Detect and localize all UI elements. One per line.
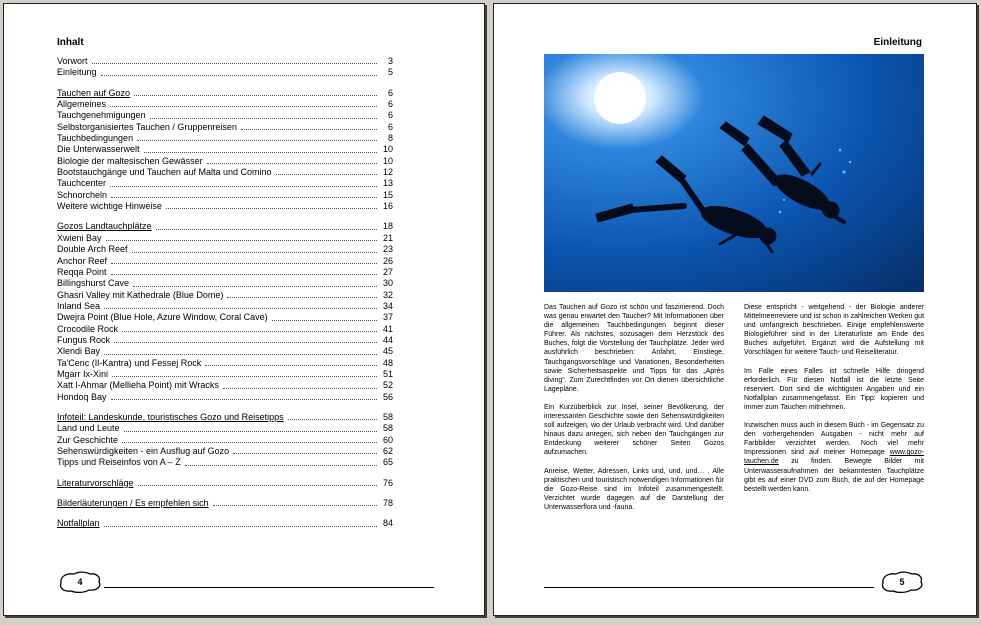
toc-entry: [57, 178, 393, 189]
toc-entry: [57, 518, 393, 529]
toc-entry: [57, 498, 393, 509]
toc-leader-dots: [112, 376, 377, 377]
toc-entry-page: 21: [382, 232, 393, 243]
text-column-left: [544, 303, 724, 521]
toc-entry-page: 52: [382, 380, 393, 391]
table-of-contents: [57, 56, 393, 530]
page-number-badge-left: [57, 569, 103, 595]
toc-entry-page: 6: [387, 110, 393, 121]
page-heading: Einleitung: [873, 37, 922, 48]
toc-entry-label: Notfallplan: [57, 518, 100, 529]
toc-entry-label: Vorwort: [57, 56, 88, 66]
toc-entry-page: 37: [382, 312, 393, 323]
toc-entry-page: 3: [387, 56, 393, 66]
toc-entry-label: Dwejra Point (Blue Hole, Azure Window, Coral Cave): [57, 312, 268, 323]
toc-entry: [57, 446, 393, 457]
toc-entry-page: 6: [387, 99, 393, 110]
toc-leader-dots: [111, 274, 377, 275]
toc-leader-dots: [122, 331, 377, 332]
toc-leader-dots: [138, 485, 377, 486]
toc-leader-dots: [227, 297, 377, 298]
toc-leader-dots: [213, 505, 377, 506]
toc-entry-label: Die Unterwasserwelt: [57, 144, 140, 155]
toc-leader-dots: [144, 152, 377, 153]
toc-leader-dots: [114, 342, 377, 343]
toc-entry-page: 84: [382, 518, 393, 529]
toc-entry-page: 62: [382, 446, 393, 456]
page-number-left: 4: [77, 577, 83, 587]
toc-entry: [57, 278, 393, 289]
homepage-link[interactable]: www.gozo-tauchen.de: [744, 449, 924, 466]
diver-photo: [544, 54, 924, 292]
toc-entry-label: Ghasri Valley mit Kathedrale (Blue Dome): [57, 289, 224, 300]
toc-entry-page: 27: [382, 266, 393, 277]
toc-entry: [57, 167, 393, 178]
toc-entry: [57, 88, 393, 99]
toc-entry: [57, 67, 393, 78]
toc-leader-dots: [101, 75, 377, 76]
toc-entry-label: Bilderläuterungen / Es empfehlen sich: [57, 498, 209, 509]
toc-entry-page: 45: [382, 346, 393, 357]
paragraph: Ein Kurzüberblick zur Insel, seiner Bevölkerung, der interessanten Geschichte sowie den Sehenswürdigkeiten soll aufzeigen, wo der Urlaub verbracht wird. Und darüber hinaus dazu anregen, sich neben den Tauchgängen zur Entdeckung weiterer schöner Seiten Gozos aufzumachen.: [544, 403, 724, 457]
toc-entry-page: 16: [382, 201, 393, 212]
toc-leader-dots: [124, 431, 377, 432]
toc-entry: [57, 380, 393, 391]
toc-entry-page: 15: [382, 189, 393, 200]
toc-leader-dots: [110, 106, 377, 107]
toc-entry-page: 41: [382, 323, 393, 334]
toc-leader-dots: [104, 354, 377, 355]
toc-leader-dots: [276, 174, 378, 175]
toc-entry: [57, 233, 393, 244]
toc-entry: [57, 335, 393, 346]
toc-entry: [57, 324, 393, 335]
toc-leader-dots: [205, 365, 377, 366]
toc-entry-page: 10: [382, 144, 393, 155]
toc-leader-dots: [233, 453, 377, 454]
toc-leader-dots: [111, 263, 377, 264]
toc-entry-page: 26: [382, 255, 393, 266]
toc-entry: [57, 312, 393, 323]
toc-entry-page: 60: [382, 434, 393, 445]
toc-entry-label: Tauchbedingungen: [57, 133, 134, 144]
toc-entry-page: 78: [382, 498, 393, 509]
toc-leader-dots: [110, 186, 377, 187]
toc-entry-page: 12: [382, 167, 393, 178]
toc-leader-dots: [132, 252, 377, 253]
toc-entry-label: Tauchcenter: [57, 178, 107, 189]
toc-entry-page: 6: [387, 87, 393, 98]
toc-entry-label: Weitere wichtige Hinweise: [57, 201, 162, 212]
toc-entry-label: Anchor Reef: [57, 255, 108, 266]
toc-entry-page: 48: [382, 357, 393, 368]
toc-leader-dots: [223, 388, 377, 389]
toc-entry-label: Billingshurst Cave: [57, 278, 130, 289]
toc-entry: [57, 423, 393, 434]
toc-entry-label: Infoteil: Landeskunde, touristisches Gozo und Reisetipps: [57, 411, 284, 422]
toc-leader-dots: [92, 63, 377, 64]
right-page: [493, 3, 977, 616]
toc-entry-label: Crocodile Rock: [57, 323, 119, 334]
toc-entry-label: Sehenswürdigkeiten - ein Ausflug auf Gozo: [57, 446, 230, 456]
toc-entry-label: Tipps und Reiseinfos von A – Z: [57, 457, 181, 468]
toc-leader-dots: [106, 240, 377, 241]
toc-entry-page: 8: [387, 133, 393, 144]
toc-entry: [57, 301, 393, 312]
paragraph: Das Tauchen auf Gozo ist schön und faszinierend. Doch was genau erwartet den Taucher? Mit Informationen über die allgemeinen Tauchbedingungen beginnt dieser Führer. Als nächstes, sozusagen dem Herzstück des Buches, folgt die Vorstellung der Tauchplätze. Jeder wird ausführlich beschrieben: Anfahrt, Einstiege, Tauchgangsvorschläge und Variationen, Besonderheiten sowie Sicherheitsaspekte und Tipps für das „Après diving“. Zum Zurechtfinden vor Ort dienen übersichtliche Lagepläne.: [544, 304, 724, 393]
toc-entry-page: 34: [382, 300, 393, 311]
toc-leader-dots: [122, 442, 377, 443]
toc-entry-label: Einleitung: [57, 67, 97, 78]
footer-rule-right: [544, 587, 874, 588]
toc-entry: [57, 201, 393, 212]
toc-leader-dots: [241, 129, 377, 130]
toc-entry-page: 6: [387, 121, 393, 132]
toc-entry-label: Bootstauchgänge und Tauchen auf Malta und Comino: [57, 167, 272, 178]
toc-entry: [57, 412, 393, 423]
toc-entry-page: 5: [387, 67, 393, 78]
toc-entry-page: 10: [382, 155, 393, 166]
toc-leader-dots: [288, 419, 377, 420]
toc-leader-dots: [133, 286, 377, 287]
toc-leader-dots: [272, 320, 377, 321]
text-column-right: [744, 303, 924, 503]
toc-leader-dots: [156, 229, 377, 230]
toc-entry-label: Ta'Cenc (Il-Kantra) und Fessej Rock: [57, 357, 202, 368]
toc-entry: [57, 122, 393, 133]
toc-leader-dots: [104, 308, 377, 309]
toc-entry-page: 65: [382, 457, 393, 468]
toc-entry: [57, 290, 393, 301]
toc-leader-dots: [111, 399, 377, 400]
paragraph: [744, 421, 924, 494]
toc-entry-label: Reqqa Point: [57, 266, 107, 277]
toc-entry-page: 13: [382, 178, 393, 189]
toc-entry-label: Literaturvorschläge: [57, 477, 134, 488]
toc-entry-page: 32: [382, 289, 393, 300]
toc-entry-label: Gozos Landtauchplätze: [57, 221, 152, 232]
toc-entry: [57, 99, 393, 110]
toc-entry-label: Allgemeines: [57, 99, 107, 110]
toc-entry-label: Xatt l-Ahmar (Mellieha Point) mit Wracks: [57, 380, 219, 391]
toc-entry: [57, 221, 393, 232]
toc-entry: [57, 256, 393, 267]
toc-leader-dots: [185, 465, 377, 466]
page-number-right: 5: [899, 577, 905, 587]
footer-rule-left: [104, 587, 434, 588]
toc-entry: [57, 346, 393, 357]
toc-leader-dots: [137, 140, 377, 141]
paragraph: Diese entspricht - weitgehend - der Biologie anderer Mittelmeerreviere und ist schon in zahlreichen Werken gut und umfangreich beschrieben. Einige empfehlenswerte Biologieführer sind in der Literaturliste am Ende des Buches aufgeführt. Ergänzt wird die Aufstellung mit Vorschlägen für weitere Tauch- und Reiseliteratur.: [744, 304, 925, 357]
toc-leader-dots: [111, 197, 377, 198]
paragraph: Im Falle eines Falles ist schnelle Hilfe dringend erforderlich. Für diesen Notfall ist die letzte Seite reserviert. Dort sind die wichtigsten Angaben und ein Notfallplan zusammengefasst. Ein Tipp: kopieren und immer zum Tauchen mitnehmen.: [744, 367, 924, 411]
toc-entry-label: Xlendi Bay: [57, 346, 101, 357]
toc-leader-dots: [207, 163, 377, 164]
toc-entry-label: Inland Sea: [57, 300, 101, 311]
toc-entry-label: Land und Leute: [57, 423, 120, 434]
toc-entry-label: Tauchgenehmigungen: [57, 110, 146, 121]
paragraph-text: zu finden. Bewegte Bilder mit Unterwasseraufnahmen der bekanntesten Tauchplätze gibt es auf einer DVD zum Buch, die auf der Homepage bestellt werden kann.: [744, 458, 924, 493]
toc-entry: [57, 156, 393, 167]
toc-entry-page: 58: [382, 423, 393, 434]
toc-entry: [57, 56, 393, 67]
toc-entry-page: 76: [382, 477, 393, 488]
toc-entry: [57, 267, 393, 278]
toc-leader-dots: [150, 118, 377, 119]
toc-entry: [57, 369, 393, 380]
toc-entry: [57, 435, 393, 446]
toc-entry: [57, 133, 393, 144]
toc-entry-label: Double Arch Reef: [57, 244, 128, 255]
toc-entry-page: 56: [382, 391, 393, 402]
toc-entry: [57, 392, 393, 403]
toc-entry: [57, 478, 393, 489]
toc-entry-label: Tauchen auf Gozo: [57, 87, 131, 98]
toc-entry-page: 30: [382, 278, 393, 289]
toc-entry-label: Schnorcheln: [57, 189, 108, 200]
toc-entry-page: 23: [382, 244, 393, 255]
toc-entry: [57, 110, 393, 121]
toc-entry-label: Selbstorganisiertes Tauchen / Gruppenreisen: [57, 121, 237, 132]
paragraph: Anreise, Wetter, Adressen, Links und, und, und… . Alle praktischen und touristisch notwendigen Informationen für die Gozo-Reise sind im Infoteil zusammengestellt. Verzichtet wurde dagegen auf die Darstellung der Unterwasserflora und -fauna.: [544, 467, 724, 511]
toc-entry: [57, 144, 393, 155]
toc-entry-page: 51: [382, 368, 393, 379]
toc-entry-label: Biologie der maltesischen Gewässer: [57, 155, 203, 166]
paragraph-text: Inzwischen muss auch in diesem Buch - im Gegensatz zu den vorhergehenden Ausgaben - nicht mehr auf Farbbilder verzichtet werden. Noch viel mehr Impressionen sind auf meiner Homepage: [744, 422, 924, 457]
toc-entry-page: 18: [382, 221, 393, 232]
left-page: [3, 3, 485, 616]
toc-entry-label: Hondoq Bay: [57, 391, 107, 402]
toc-entry-label: Fungus Rock: [57, 334, 111, 345]
toc-entry: [57, 358, 393, 369]
toc-entry-label: Xwieni Bay: [57, 232, 102, 243]
toc-entry: [57, 457, 393, 468]
toc-leader-dots: [134, 95, 377, 96]
toc-entry: [57, 190, 393, 201]
toc-entry: [57, 244, 393, 255]
toc-entry-label: Mgarr Ix-Xini: [57, 368, 109, 379]
toc-entry-page: 58: [382, 411, 393, 422]
toc-entry-label: Zur Geschichte: [57, 434, 119, 445]
toc-leader-dots: [166, 208, 377, 209]
toc-leader-dots: [104, 526, 377, 527]
toc-heading: Inhalt: [57, 37, 84, 48]
page-number-badge-right: [879, 569, 925, 595]
toc-entry-page: 44: [382, 334, 393, 345]
